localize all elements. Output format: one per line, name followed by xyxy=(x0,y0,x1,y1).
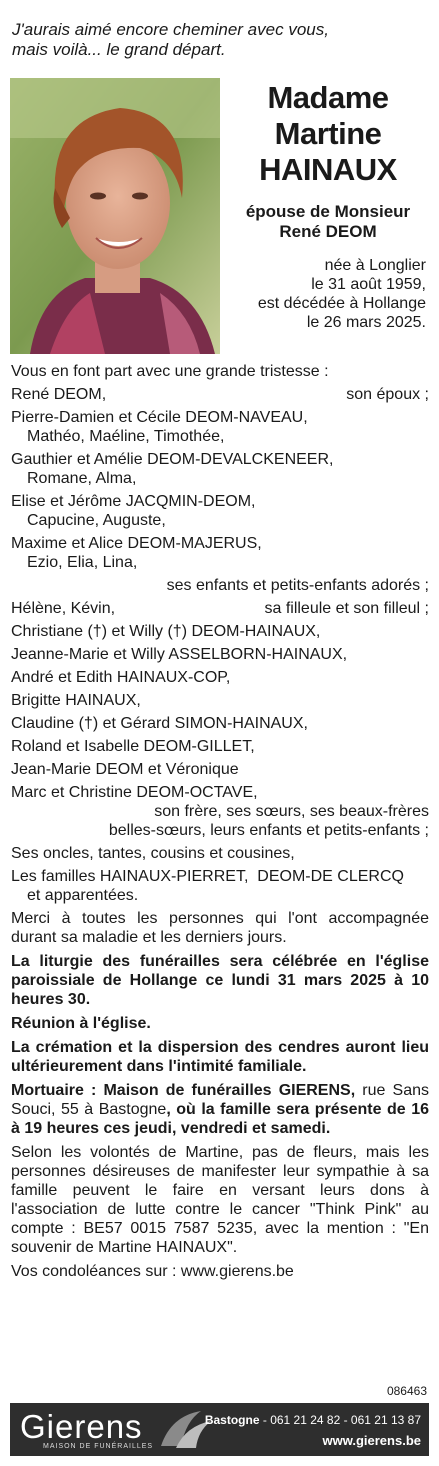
families-line-2: et apparentées. xyxy=(27,887,139,904)
birth-death-info xyxy=(228,256,428,332)
mortuary-label: Mortuaire : Maison de funérailles GIERENS, xyxy=(11,1082,356,1099)
cremation-text: La crémation et la dispersion des cendres auront lieu ultérieurement dans l'intimité familiale. xyxy=(11,1039,429,1075)
sibling-item: Brigitte HAINAUX, xyxy=(11,692,141,709)
grandchildren: Capucine, Auguste, xyxy=(27,512,166,529)
spouse-role: son époux ; xyxy=(346,386,429,403)
thanks-text: Merci à toutes les personnes qui l'ont accompagnée durant sa maladie et les derniers jours. xyxy=(11,910,429,946)
wishes-text: Selon les volontés de Martine, pas de fleurs, mais les personnes désireuses de manifester leur sympathie à sa famille peuvent le faire en versant leurs dons à l'association de lutte contre le cancer "Think Pink" au compte : BE57 0015 7587 5235, avec la mention : "En souvenir de Martine HAINAUX". xyxy=(11,1144,429,1256)
obituary-body xyxy=(11,362,429,1286)
godchildren-role: sa filleule et son filleul ; xyxy=(264,600,429,617)
spouse-info xyxy=(228,202,428,242)
birth-place: née à Longlier xyxy=(324,257,426,274)
sibling-item: Jeanne-Marie et Willy ASSELBORN-HAINAUX, xyxy=(11,646,348,663)
children-list xyxy=(11,408,429,595)
godchildren-names: Hélène, Kévin, xyxy=(11,600,116,617)
sibling-item: Roland et Isabelle DEOM-GILLET, xyxy=(11,738,255,755)
grandchildren: Mathéo, Maéline, Timothée, xyxy=(27,428,225,445)
spouse-line-1: épouse de Monsieur xyxy=(245,202,411,221)
quote-line-1: J'aurais aimé encore cheminer avec vous, xyxy=(12,20,329,39)
families-line: Les familles HAINAUX-PIERRET, DEOM-DE CLERCQ xyxy=(11,868,404,885)
siblings-role-1: son frère, ses sœurs, ses beaux-frères xyxy=(154,803,429,820)
spouse-line-2: René DEOM xyxy=(279,222,377,241)
child-family xyxy=(11,492,429,530)
child-couple: Gauthier et Amélie DEOM-DEVALCKENEER, xyxy=(11,451,334,468)
child-couple: Maxime et Alice DEOM-MAJERUS, xyxy=(11,535,262,552)
siblings-list xyxy=(11,622,429,840)
birth-date: le 31 août 1959, xyxy=(311,276,426,293)
death-place: est décédée à Hollange xyxy=(257,295,426,312)
logo-subtitle: MAISON DE FUNÉRAILLES xyxy=(43,1443,154,1450)
meeting-text: Réunion à l'église. xyxy=(11,1015,151,1032)
extended-family: Ses oncles, tantes, cousins et cousines, xyxy=(11,845,295,862)
footer-website[interactable]: www.gierens.be xyxy=(322,1433,421,1448)
footer-banner xyxy=(10,1403,429,1456)
deceased-first-name: Martine xyxy=(274,116,382,151)
child-family xyxy=(11,408,429,446)
mortuary-address: rue Sans Souci, 55 à Bastogne xyxy=(11,1082,430,1118)
child-family xyxy=(11,450,429,488)
siblings-role-2: belles-sœurs, leurs enfants et petits-enfants ; xyxy=(108,822,429,839)
footer-phones: - 061 21 24 82 - 061 21 13 87 xyxy=(259,1413,421,1427)
opening-quote xyxy=(12,20,432,60)
logo-text: Gierens xyxy=(20,1408,143,1445)
mortuary-hours: , où la famille sera présente de 16 à 19 heures ces jeudi, vendredi et samedi. xyxy=(11,1101,429,1137)
mortuary-text xyxy=(11,1081,429,1138)
portrait-photo xyxy=(10,78,220,354)
child-family xyxy=(11,534,429,572)
deceased-last-name: HAINAUX xyxy=(259,152,397,187)
grandchildren: Romane, Alma, xyxy=(27,470,137,487)
deceased-title: Madame xyxy=(267,80,389,115)
spouse-name: René DEOM, xyxy=(11,386,107,403)
sibling-item: Claudine (†) et Gérard SIMON-HAINAUX, xyxy=(11,715,308,732)
sibling-item: Christiane (†) et Willy (†) DEOM-HAINAUX, xyxy=(11,623,321,640)
death-date: le 26 mars 2025. xyxy=(306,314,426,331)
liturgy-text: La liturgie des funérailles sera célébrée en l'église paroissiale de Hollange ce lundi 31 mars 2025 à 10 heures 30. xyxy=(11,953,429,1008)
sibling-item: André et Edith HAINAUX-COP, xyxy=(11,669,231,686)
condolences-text: Vos condoléances sur : www.gierens.be xyxy=(11,1263,294,1280)
godchildren-row xyxy=(11,599,429,618)
quote-line-2: mais voilà... le grand départ. xyxy=(12,40,226,59)
child-couple: Elise et Jérôme JACQMIN-DEOM, xyxy=(11,493,256,510)
spouse-row xyxy=(11,385,429,404)
children-role: ses enfants et petits-enfants adorés ; xyxy=(166,577,429,594)
reference-number: 086463 xyxy=(386,1384,427,1398)
deceased-header xyxy=(228,80,428,332)
intro-text: Vous en font part avec une grande tristesse : xyxy=(11,363,329,380)
footer-city: Bastogne xyxy=(204,1413,260,1427)
child-couple: Pierre-Damien et Cécile DEOM-NAVEAU, xyxy=(11,409,308,426)
grandchildren: Ezio, Elia, Lina, xyxy=(27,554,138,571)
sibling-item: Marc et Christine DEOM-OCTAVE, xyxy=(11,784,258,801)
sibling-item: Jean-Marie DEOM et Véronique xyxy=(11,761,239,778)
footer-contact xyxy=(205,1413,421,1427)
